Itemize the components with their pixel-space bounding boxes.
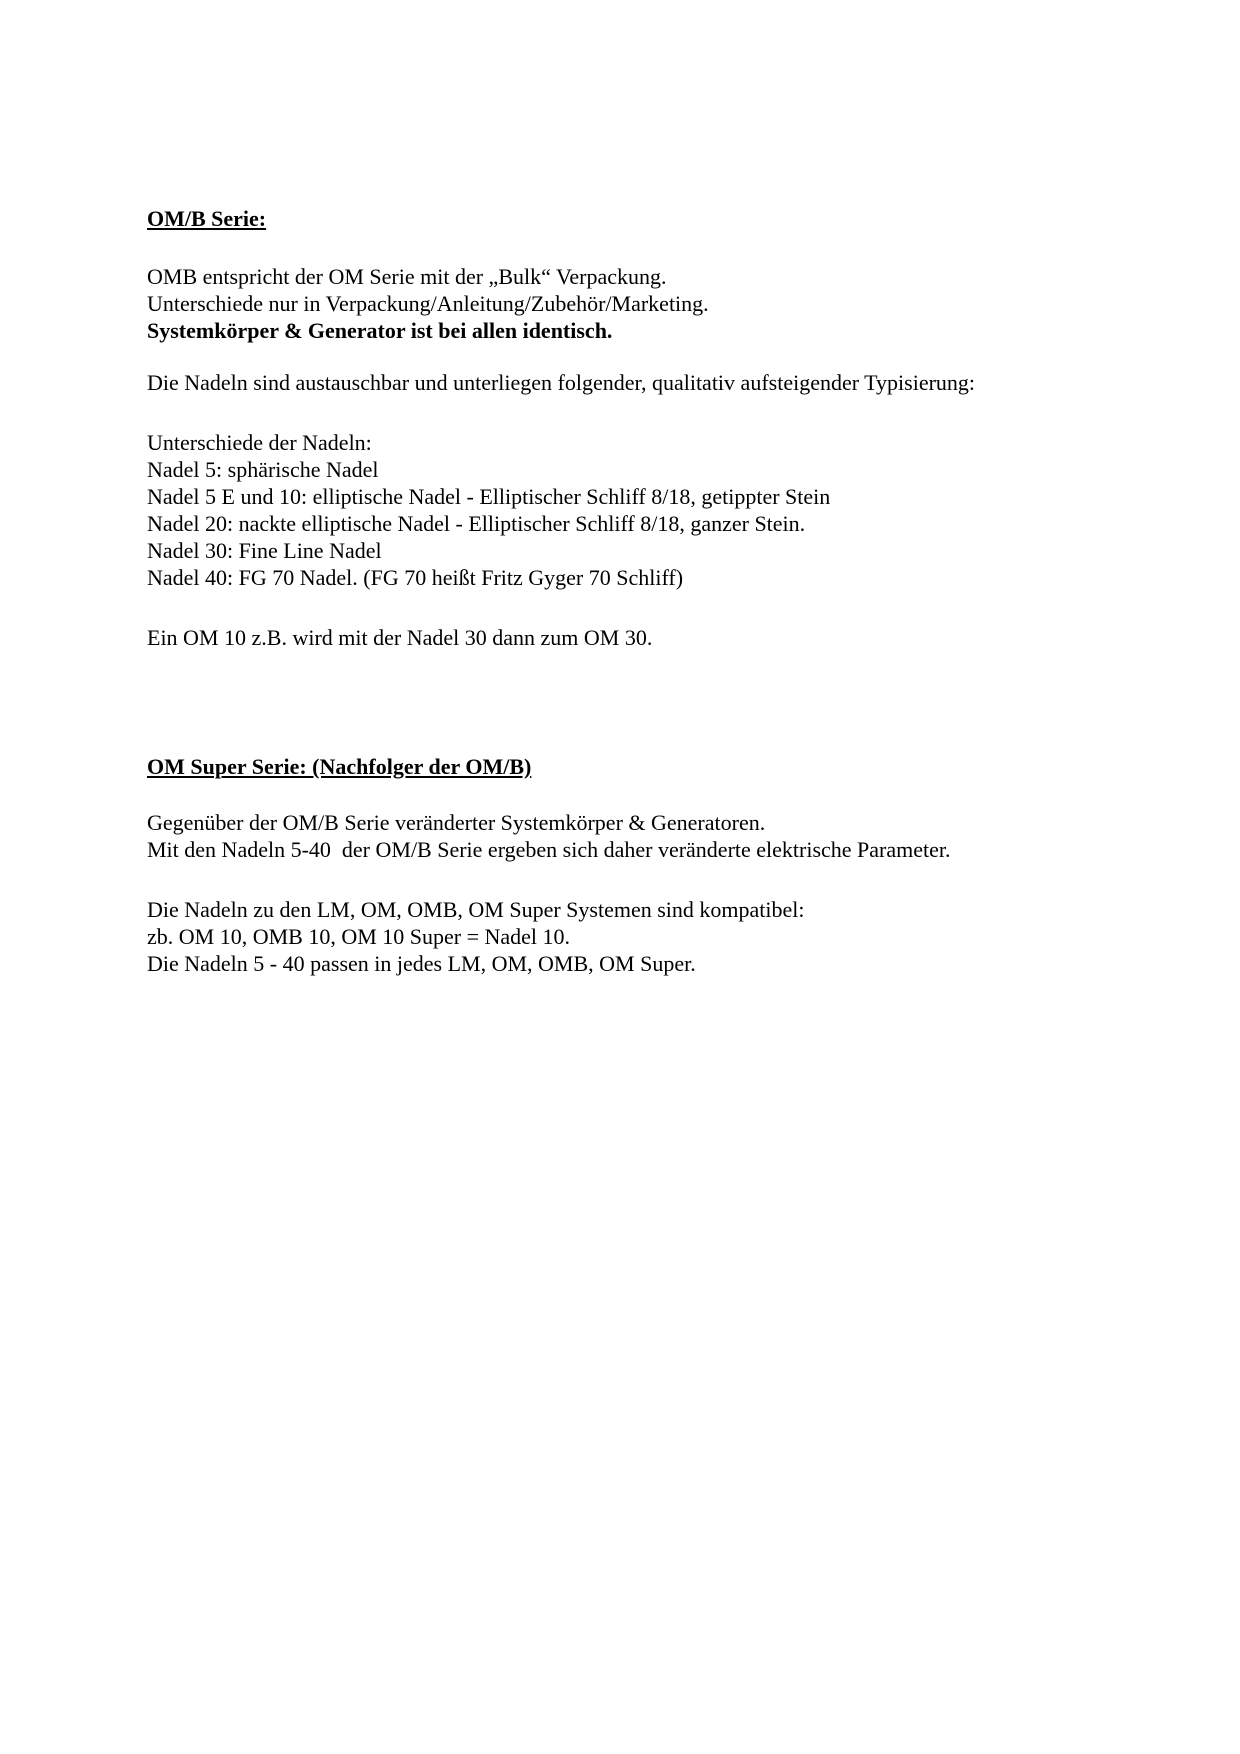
document-content [147, 205, 1210, 977]
section2-heading: OM Super Serie: (Nachfolger der OM/B) [147, 754, 532, 779]
section-gap [147, 651, 1210, 753]
section1-intro-line1: OMB entspricht der OM Serie mit der „Bulk“ Verpackung. [147, 264, 667, 289]
blank-line [147, 232, 1210, 263]
section2-compatibility-line3: Die Nadeln 5 - 40 passen in jedes LM, OM, OMB, OM Super. [147, 951, 696, 976]
section2-compatibility-line1: Die Nadeln zu den LM, OM, OMB, OM Super Systemen sind kompatibel: [147, 897, 805, 922]
needle-list-intro: Unterschiede der Nadeln: [147, 430, 372, 455]
needle-list-item-3: Nadel 20: nackte elliptische Nadel - Elliptischer Schliff 8/18, ganzer Stein. [147, 511, 806, 536]
section1-heading: OM/B Serie: [147, 206, 267, 231]
blank-line [147, 396, 1210, 429]
section1-intro-line2: Unterschiede nur in Verpackung/Anleitung/Zubehör/Marketing. [147, 291, 709, 316]
needle-list-item-2: Nadel 5 E und 10: elliptische Nadel - Elliptischer Schliff 8/18, getippter Stein [147, 484, 831, 509]
section2-compatibility-line2: zb. OM 10, OMB 10, OM 10 Super = Nadel 10. [147, 924, 571, 949]
section1-example: Ein OM 10 z.B. wird mit der Nadel 30 dann zum OM 30. [147, 625, 653, 650]
needle-list-item-1: Nadel 5: sphärische Nadel [147, 457, 379, 482]
blank-line [147, 863, 1210, 896]
section2-changes-line2: Mit den Nadeln 5-40 der OM/B Serie ergeben sich daher veränderte elektrische Parameter. [147, 837, 951, 862]
section1-intro-line3-bold: Systemkörper & Generator ist bei allen identisch. [147, 318, 613, 343]
blank-line [147, 780, 1210, 809]
needle-list-item-5: Nadel 40: FG 70 Nadel. (FG 70 heißt Fritz Gyger 70 Schliff) [147, 565, 684, 590]
needle-list-item-4: Nadel 30: Fine Line Nadel [147, 538, 382, 563]
blank-line [147, 591, 1210, 624]
section2-changes-line1: Gegenüber der OM/B Serie veränderter Systemkörper & Generatoren. [147, 810, 766, 835]
blank-line [147, 344, 1210, 369]
section1-typisierung: Die Nadeln sind austauschbar und unterliegen folgender, qualitativ aufsteigender Typisierung: [147, 370, 976, 395]
